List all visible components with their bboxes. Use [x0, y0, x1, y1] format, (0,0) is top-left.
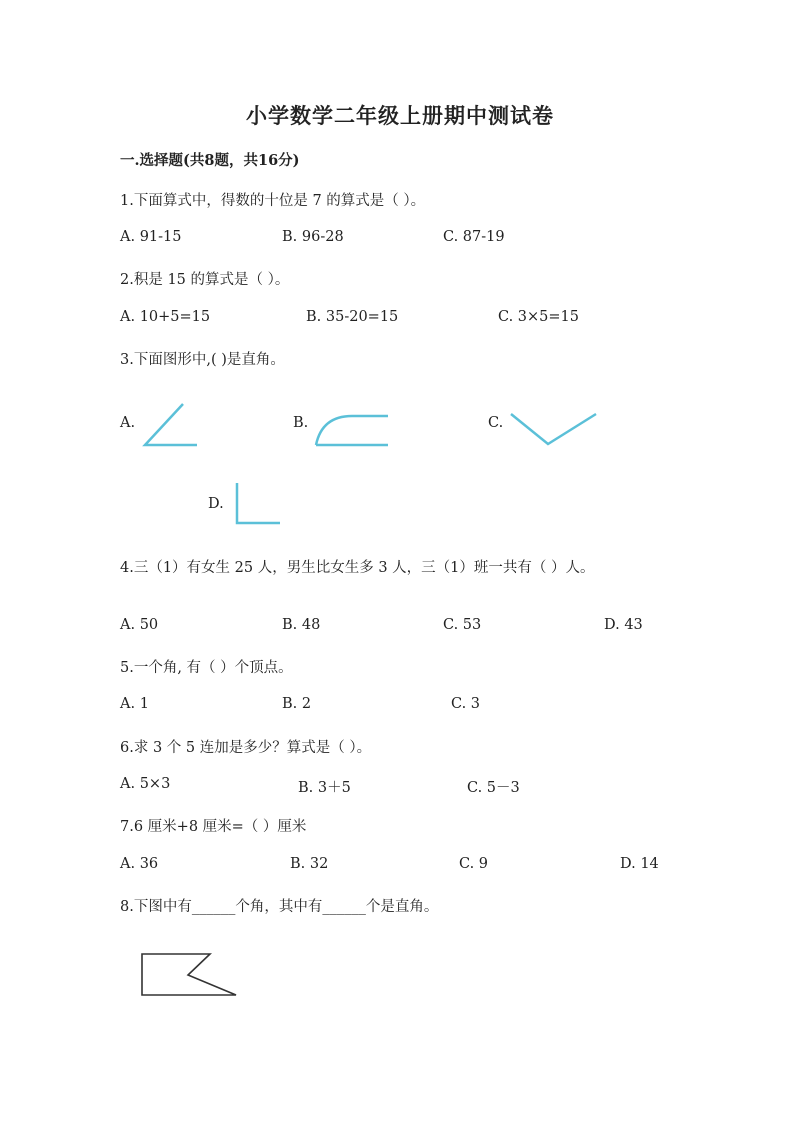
q6-option-b: B. 3＋5: [298, 780, 351, 796]
q6-option-c: C. 5－3: [467, 780, 520, 796]
q4-option-b: B. 48: [282, 617, 321, 633]
q5-option-c: C. 3: [451, 696, 481, 712]
q1-option-b: B. 96-28: [282, 229, 344, 245]
angle-count-figure: [138, 950, 242, 1000]
q7-option-c: C. 9: [459, 856, 489, 872]
obtuse-angle-figure: [508, 410, 600, 448]
q2-option-c: C. 3×5=15: [498, 309, 579, 325]
acute-angle-figure: [140, 400, 202, 450]
q7-option-b: B. 32: [290, 856, 329, 872]
question-8: 8.下图中有______个角，其中有______个是直角。: [120, 899, 439, 915]
q3-option-b: B.: [293, 415, 309, 431]
q4-option-a: A. 50: [120, 617, 159, 633]
q7-option-d: D. 14: [620, 856, 659, 872]
question-2: 2.积是 15 的算式是（ ）。: [120, 272, 290, 288]
curved-angle-figure: [312, 410, 392, 450]
right-angle-figure: [232, 480, 284, 528]
q3-option-d: D.: [208, 496, 224, 512]
q3-option-a: A.: [120, 415, 136, 431]
question-3: 3.下面图形中,( )是直角。: [120, 352, 285, 368]
q4-option-c: C. 53: [443, 617, 482, 633]
q5-option-b: B. 2: [282, 696, 312, 712]
q7-option-a: A. 36: [120, 856, 159, 872]
q2-option-a: A. 10+5=15: [120, 309, 211, 325]
q1-option-c: C. 87-19: [443, 229, 505, 245]
q1-option-a: A. 91-15: [120, 229, 182, 245]
question-7: 7.6 厘米+8 厘米=（ ）厘米: [120, 819, 307, 835]
q6-option-a: A. 5×3: [120, 776, 171, 792]
page-title: 小学数学二年级上册期中测试卷: [246, 103, 554, 128]
q2-option-b: B. 35-20=15: [306, 309, 399, 325]
question-6: 6.求 3 个 5 连加是多少？算式是（ ）。: [120, 740, 372, 756]
question-5: 5.一个角, 有（ ）个顶点。: [120, 660, 293, 676]
section-heading: 一.选择题(共8题，共16分): [120, 152, 300, 169]
q3-option-c: C.: [488, 415, 504, 431]
q4-option-d: D. 43: [604, 617, 643, 633]
question-1: 1.下面算式中，得数的十位是 7 的算式是（ ）。: [120, 193, 426, 209]
q5-option-a: A. 1: [120, 696, 149, 712]
question-4: 4.三（1）有女生 25 人，男生比女生多 3 人，三（1）班一共有（ ）人。: [120, 560, 595, 576]
